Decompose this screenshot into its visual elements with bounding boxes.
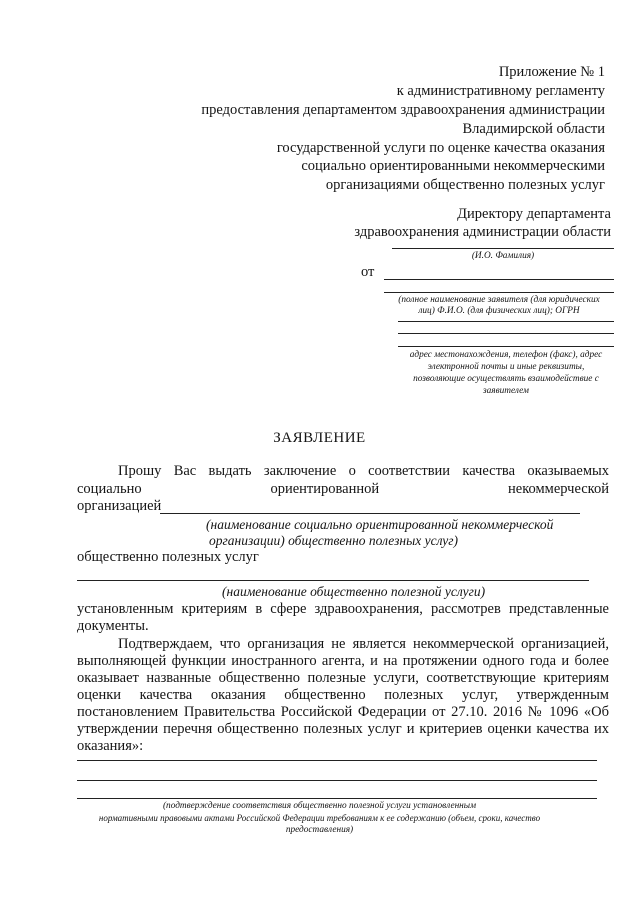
service-name-field[interactable] bbox=[77, 580, 589, 581]
header-region: Владимирской области bbox=[462, 121, 605, 137]
organization-caption-2: организации) общественно полезных услуг) bbox=[209, 533, 459, 548]
fio-caption: (И.О. Фамилия) bbox=[471, 251, 535, 261]
services-label: общественно полезных услуг bbox=[77, 549, 259, 565]
organization-label: организацией bbox=[77, 498, 162, 514]
confirm-line-2: выполняющей функции иностранного агента, и на протяжении одного года и более bbox=[77, 653, 609, 669]
header-socially-oriented: социально ориентированными некоммерческими bbox=[301, 158, 605, 174]
organization-caption-1: (наименование социально ориентированной некоммерческой bbox=[206, 517, 554, 532]
address-caption-4: заявителем bbox=[482, 386, 529, 396]
address-field-3[interactable] bbox=[398, 346, 614, 347]
addressee-director: Директору департамента bbox=[457, 206, 611, 222]
applicant-caption-2: лиц) Ф.И.О. (для физических лиц); ОГРН bbox=[418, 306, 580, 316]
request-line-1: Прошу Вас выдать заключение о соответствии качества оказываемых bbox=[118, 463, 609, 479]
confirm-line-1: Подтверждаем, что организация не является некоммерческой организацией, bbox=[118, 636, 609, 652]
confirm-line-4: оценки качества оказания общественно полезных услуг, утвержденным bbox=[77, 687, 609, 703]
address-field-1[interactable] bbox=[398, 321, 614, 322]
confirm-line-5: постановлением Правительства Российской Федерации от 27.10. 2016 № 1096 «Об bbox=[77, 704, 609, 720]
addressee-department: здравоохранения администрации области bbox=[354, 224, 611, 240]
criteria-line-1: установленным критериям в сфере здравоохранения, рассмотрев представленные bbox=[77, 601, 609, 617]
appendix-number: Приложение № 1 bbox=[498, 64, 605, 80]
header-regulation: к административному регламенту bbox=[396, 83, 605, 99]
address-caption-2: электронной почты и иные реквизиты, bbox=[427, 362, 585, 372]
from-label: от bbox=[361, 264, 375, 280]
header-department: предоставления департаментом здравоохранения администрации bbox=[201, 102, 605, 118]
applicant-field-1[interactable] bbox=[384, 279, 614, 280]
fio-field[interactable] bbox=[392, 248, 614, 249]
address-caption-3: позволяющие осуществлять взаимодействие с bbox=[413, 374, 599, 384]
service-caption: (наименование общественно полезной услуги) bbox=[222, 584, 486, 599]
confirm-line-6: утверждении перечня общественно полезных услуг и критериев оценки качества их bbox=[77, 721, 609, 737]
confirmation-field-3[interactable] bbox=[77, 798, 597, 799]
header-service: государственной услуги по оценке качества оказания bbox=[276, 140, 605, 156]
confirm-line-3: оказывает названные общественно полезные услуги, соответствующие критериям bbox=[77, 670, 609, 686]
footer-caption-2: нормативными правовыми актами Российской Федерации требованиям к ее содержанию (объем, сроки, качество bbox=[98, 813, 541, 823]
criteria-line-2: документы. bbox=[77, 618, 149, 634]
header-organizations: организациями общественно полезных услуг bbox=[325, 177, 605, 193]
confirmation-field-2[interactable] bbox=[77, 780, 597, 781]
footer-caption-3: предоставления) bbox=[285, 825, 354, 835]
footer-caption-1: (подтверждение соответствия общественно полезной услуги установленным bbox=[162, 801, 477, 811]
applicant-caption-1: (полное наименование заявителя (для юридических bbox=[398, 295, 600, 305]
confirm-line-7: оказания»: bbox=[77, 738, 144, 754]
applicant-field-2[interactable] bbox=[384, 292, 614, 293]
confirmation-field-1[interactable] bbox=[77, 760, 597, 761]
address-field-2[interactable] bbox=[398, 333, 614, 334]
request-line-2: социально ориентированной некоммерческой bbox=[77, 481, 609, 497]
address-caption-1: адрес местонахождения, телефон (факс), адрес bbox=[409, 350, 603, 360]
document-title: ЗАЯВЛЕНИЕ bbox=[273, 430, 366, 446]
organization-name-field[interactable] bbox=[160, 513, 580, 514]
